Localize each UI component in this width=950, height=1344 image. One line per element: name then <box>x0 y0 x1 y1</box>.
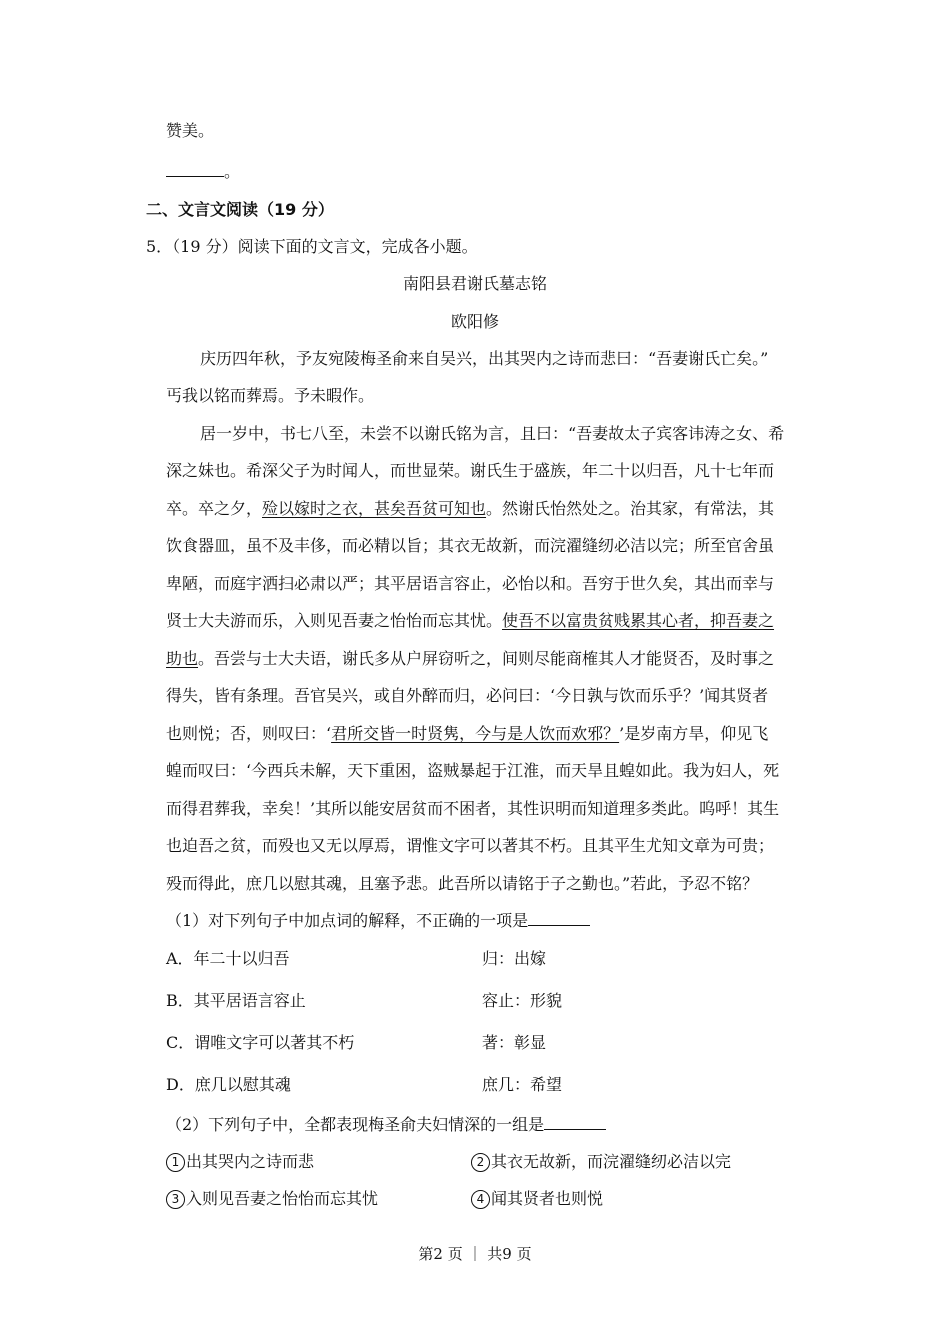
passage-line: 卑陋，而庭宇洒扫必肃以严；其平居语言容止，必怡以和。吾穷于世久矣，其出而幸与 <box>166 574 775 593</box>
answer-blank[interactable] <box>528 911 590 926</box>
passage-line: 贤士大夫游而乐，入则见吾妻之怡怡而忘其忧。使吾不以富贵贫贱累其心者，抑吾妻之 <box>166 611 775 630</box>
passage-line: 殁而得此，庶几以慰其魂，且塞予悲。此吾所以请铭于子之勤也。”若此，予忍不铭？ <box>166 874 759 893</box>
subquestion-2-prompt: （2）下列句子中，全都表现梅圣俞夫妇情深的一组是 <box>166 1115 606 1135</box>
passage-line: 丐我以铭而葬焉。予未暇作。 <box>166 386 375 405</box>
continuation-text: 赞美。 <box>166 121 215 140</box>
answer-blank[interactable] <box>166 162 224 177</box>
passage-line: 得失，皆有条理。吾官吴兴，或自外醉而归，必问曰：‘今日孰与饮而乐乎？’闻其贤者 <box>166 686 769 705</box>
passage-line: 助也。吾尝与士大夫语，谢氏多从户屏窃听之，间则尽能商榷其人才能贤否，及时事之 <box>166 649 775 668</box>
passage-line: 庆历四年秋，予友宛陵梅圣俞来自吴兴，出其哭内之诗而悲曰：“吾妻谢氏亡矣。” <box>200 349 769 368</box>
passage-line: 而得君葬我，幸矣！’其所以能安居贫而不困者，其性识明而知道理多类此。呜呼！其生 <box>166 799 780 818</box>
answer-blank[interactable] <box>544 1115 606 1130</box>
underlined-sentence: 殓以嫁时之衣，甚矣吾贫可知也 <box>262 499 487 518</box>
section-heading: 二、文言文阅读（19 分） <box>146 200 334 219</box>
passage-line: 饮食器皿，虽不及丰侈，而必精以旨；其衣无故新，而浣濯缝纫必洁以完；所至官舍虽 <box>166 536 775 555</box>
choice-item-4[interactable]: 4 闻其贤者也则悦 <box>471 1189 603 1209</box>
passage-line: 也迫吾之贫，而殁也又无以厚焉，谓惟文字可以著其不朽。且其平生尤知文章为可贵； <box>166 836 775 855</box>
option-d[interactable]: D．庶几以慰其魂 <box>166 1075 291 1094</box>
passage-title: 南阳县君谢氏墓志铭 <box>402 274 547 293</box>
passage-author: 欧阳修 <box>450 312 499 331</box>
page-footer: 第2 页 ｜ 共9 页 <box>418 1245 532 1263</box>
passage-line: 卒。卒之夕，殓以嫁时之衣，甚矣吾贫可知也。然谢氏怡然处之。治其家，有常法，其 <box>166 499 775 518</box>
option-a-gloss: 归：出嫁 <box>482 949 547 968</box>
choice-item-3[interactable]: 3 入则见吾妻之怡怡而忘其忧 <box>166 1189 378 1209</box>
choice-item-1[interactable]: 1 出其哭内之诗而悲 <box>166 1152 314 1172</box>
answer-line: 。 <box>166 162 240 182</box>
option-b-gloss: 容止：形貌 <box>482 991 563 1010</box>
circled-number: 3 <box>166 1190 185 1209</box>
option-d-gloss: 庶几：希望 <box>482 1075 563 1094</box>
option-b[interactable]: B．其平居语言容止 <box>166 991 306 1010</box>
circled-number: 1 <box>166 1153 185 1172</box>
underlined-sentence: 使吾不以富贵贫贱累其心者，抑吾妻之 <box>502 611 775 630</box>
passage-line: 也则悦；否，则叹曰：‘君所交皆一时贤隽，今与是人饮而欢邪？’是岁南方旱，仰见飞 <box>166 724 769 743</box>
underlined-sentence: 助也 <box>166 649 199 668</box>
passage-line: 深之妹也。希深父子为时闻人，而世显荣。谢氏生于盛族，年二十以归吾，凡十七年而 <box>166 461 775 480</box>
question-intro: 5．（19 分）阅读下面的文言文，完成各小题。 <box>146 237 478 256</box>
passage-line: 居一岁中，书七八至，未尝不以谢氏铭为言，且曰：“吾妻故太子宾客讳涛之女、希 <box>200 424 785 443</box>
option-c-gloss: 著：彰显 <box>482 1033 547 1052</box>
option-a[interactable]: A．年二十以归吾 <box>166 949 290 968</box>
passage-line: 蝗而叹曰：‘今西兵未解，天下重困，盗贼暴起于江淮，而天旱且蝗如此。我为妇人，死 <box>166 761 780 780</box>
underlined-sentence: 君所交皆一时贤隽，今与是人饮而欢邪？ <box>331 724 620 743</box>
subquestion-1-prompt: （1）对下列句子中加点词的解释，不正确的一项是 <box>166 911 590 931</box>
choice-item-2[interactable]: 2 其衣无故新，而浣濯缝纫必洁以完 <box>471 1152 731 1172</box>
circled-number: 2 <box>471 1153 490 1172</box>
circled-number: 4 <box>471 1190 490 1209</box>
option-c[interactable]: C．谓唯文字可以著其不朽 <box>166 1033 355 1052</box>
